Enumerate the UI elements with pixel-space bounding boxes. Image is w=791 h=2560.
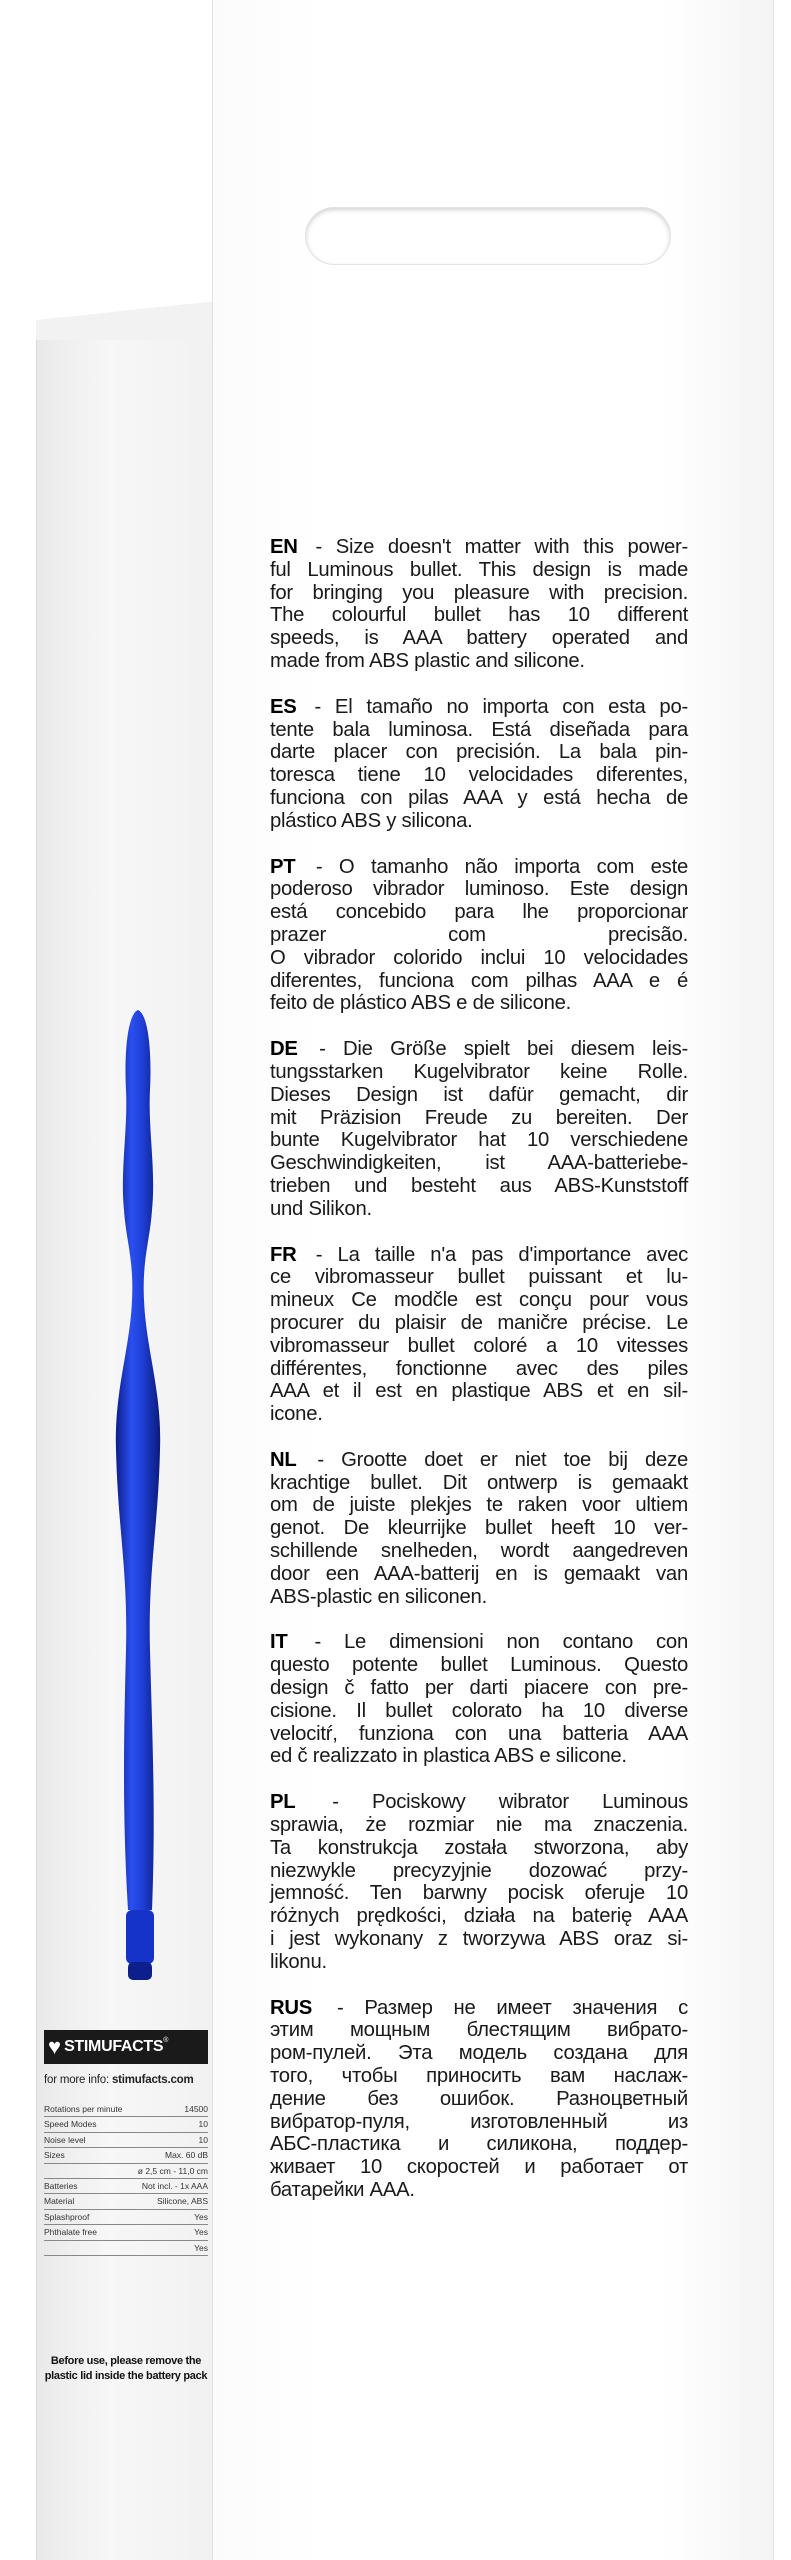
description-text: - La taille n'a pas d'importance avec — [315, 1243, 688, 1266]
brand-name: STIMUFACTS — [64, 2038, 164, 2055]
spec-value: 10 — [198, 2119, 208, 2130]
description-line: The colourful bullet has 10 different — [270, 604, 688, 627]
trademark: ® — [163, 2037, 169, 2044]
product-base — [126, 1910, 154, 1964]
spec-label: Material — [44, 2196, 75, 2207]
description-line — [270, 1038, 688, 1061]
spec-value: 14500 — [184, 2104, 208, 2114]
description-rus — [270, 1997, 688, 2202]
description-line: ABS-plastic en siliconen. — [270, 1585, 487, 1608]
spec-value: Silicone, ABS — [156, 2196, 208, 2207]
bullet-vibrator-image — [52, 1010, 212, 2030]
description-line: krachtige bullet. Dit ontwerp is gemaakt — [270, 1471, 688, 1494]
description-line: tungsstarken Kugelvibrator keine Rolle. — [270, 1060, 688, 1083]
description-line: vibromasseur bullet coloré a 10 vitesses — [270, 1334, 688, 1357]
description-text: - Die Größe spielt bei diesem leis- — [319, 1038, 688, 1061]
description-line: ром-пулей. Эта модель создана для — [270, 2042, 688, 2065]
hang-hole — [306, 208, 670, 264]
description-line: diferentes, funciona com pilhas AAA e é — [270, 969, 688, 992]
description-nl — [270, 1449, 688, 1609]
description-line: door een AAA-batterij en is gemaakt van — [270, 1562, 688, 1585]
description-text: - Size doesn't matter with this power- — [315, 536, 688, 558]
spec-value: Yes — [194, 2242, 208, 2253]
description-line: design č fatto per darti piacere con pre- — [270, 1677, 688, 1700]
description-line: różnych prędkości, działa na baterię AAA — [270, 1905, 688, 1928]
description-line: вибратор-пуля, изготовленный из — [270, 2110, 688, 2133]
description-line: Ta konstrukcja została stworzona, aby — [270, 1836, 688, 1859]
description-text: - Grootte doet er niet toe bij deze — [317, 1448, 688, 1471]
spec-label: Splashproof — [44, 2211, 90, 2222]
spec-label: Noise level — [44, 2134, 86, 2145]
spec-row — [44, 2164, 208, 2179]
spec-row — [44, 2225, 208, 2240]
description-line: Dieses Design ist dafür gemacht, dir — [270, 1083, 688, 1106]
description-line: ed č realizzato in plastica ABS e silicone. — [270, 1745, 627, 1768]
description-line: schillende snelheden, wordt aangedreven — [270, 1540, 688, 1563]
specs-table — [44, 2102, 208, 2256]
description-line: und Silikon. — [270, 1197, 372, 1220]
product-tip — [116, 1010, 160, 1910]
description-line: живает 10 скоростей и работает от — [270, 2156, 688, 2179]
spec-value: Not incl. - 1x AAA — [141, 2180, 208, 2191]
language-code: DE — [270, 1038, 316, 1061]
description-de — [270, 1038, 688, 1220]
description-line — [270, 696, 688, 719]
spec-value: Max. 60 dB — [165, 2150, 208, 2161]
language-code: EN — [270, 536, 312, 558]
description-line: niezwykle precyzyjnie dozować przy- — [270, 1859, 688, 1882]
description-line: genot. De kleurrijke bullet heeft 10 ver- — [270, 1517, 688, 1540]
description-line — [270, 1244, 688, 1267]
battery-notice: Before use, please remove the plastic lid inside the battery pack — [44, 2355, 208, 2382]
description-line: AAA et il est en plastique ABS et en sil- — [270, 1380, 688, 1403]
product-cap — [128, 1962, 152, 1980]
description-line: for bringing you pleasure with precision. — [270, 581, 688, 604]
description-line: likonu. — [270, 1950, 327, 1973]
more-info — [44, 2074, 208, 2086]
spec-row — [44, 2194, 208, 2209]
spec-row — [44, 2210, 208, 2225]
description-line: trieben und besteht aus ABS-Kunststoff — [270, 1174, 688, 1197]
description-line: prazer com precisão. — [270, 923, 688, 946]
description-it — [270, 1631, 688, 1768]
description-line: mineux Ce modčle est conçu pour vous — [270, 1289, 688, 1312]
description-text: - El tamaño no importa con esta po- — [314, 695, 688, 718]
description-es — [270, 696, 688, 833]
description-line — [270, 1791, 688, 1814]
brand-logo — [44, 2030, 208, 2064]
description-line: этим мощным блестящим вибрато- — [270, 2019, 688, 2042]
description-line: questo potente bullet Luminous. Questo — [270, 1654, 688, 1677]
language-code: PT — [270, 855, 312, 878]
description-line: velocitŕ, funziona con una batteria AAA — [270, 1722, 688, 1745]
description-line: батарейки ААА. — [270, 2179, 415, 2201]
spec-value: Yes — [194, 2227, 208, 2238]
description-line: ce vibromasseur bullet puissant et lu- — [270, 1266, 688, 1289]
description-line: darte placer con precisión. La bala pin- — [270, 741, 688, 764]
spec-row — [44, 2148, 208, 2163]
description-line: дение без ошибок. Разноцветный — [270, 2087, 688, 2110]
spec-label: Speed Modes — [44, 2119, 97, 2130]
language-code: IT — [270, 1631, 311, 1654]
description-line: Geschwindigkeiten, ist AAA-batteriebe- — [270, 1152, 688, 1175]
description-column — [270, 536, 688, 2202]
description-text: - Размер не имеет значения с — [336, 1996, 688, 2019]
description-en — [270, 536, 688, 673]
description-line: funciona con pilas AAA y está hecha de — [270, 786, 688, 809]
description-text: - Le dimensioni non contano con — [314, 1631, 688, 1654]
spec-row — [44, 2102, 208, 2117]
spec-value: 10 — [198, 2134, 208, 2145]
spec-label: Batteries — [44, 2180, 78, 2191]
description-line: está concebido para lhe proporcionar — [270, 901, 688, 924]
description-fr — [270, 1244, 688, 1426]
spec-row — [44, 2179, 208, 2194]
description-pt — [270, 856, 688, 1016]
spec-row — [44, 2133, 208, 2148]
spec-row — [44, 2117, 208, 2132]
description-line: om de juiste plekjes te raken voor ultiem — [270, 1494, 688, 1517]
description-line: cisione. Il bullet colorato ha 10 diverse — [270, 1699, 688, 1722]
heart-icon: ♥ — [48, 2034, 62, 2059]
description-line: i jest wykonany z tworzywa ABS oraz si- — [270, 1928, 688, 1951]
more-info-site: stimufacts.com — [111, 2074, 194, 2086]
description-line: procurer du plaisir de maničre précise. Le — [270, 1311, 688, 1334]
more-info-label: for more info: — [44, 2074, 109, 2086]
description-pl — [270, 1791, 688, 1973]
description-line — [270, 1997, 688, 2020]
description-line: O vibrador colorido inclui 10 velocidades — [270, 946, 688, 969]
description-line — [270, 536, 688, 559]
description-line: différentes, fonctionne avec des piles — [270, 1357, 688, 1380]
description-line: icone. — [270, 1403, 323, 1426]
description-line: plástico ABS y silicona. — [270, 809, 473, 832]
spec-label: Phthalate free — [44, 2227, 97, 2238]
description-line: sprawia, że rozmiar nie ma znaczenia. — [270, 1814, 688, 1837]
description-line: того, чтобы приносить вам наслаж- — [270, 2065, 688, 2088]
description-line: feito de plástico ABS e de silicone. — [270, 992, 572, 1015]
description-line: toresca tiene 10 velocidades diferentes, — [270, 764, 688, 787]
language-code: NL — [270, 1448, 314, 1471]
description-line — [270, 1449, 688, 1472]
description-line — [270, 1631, 688, 1654]
description-line: tente bala luminosa. Está diseñada para — [270, 718, 688, 741]
spec-row — [44, 2241, 208, 2256]
language-code: ES — [270, 695, 311, 718]
description-text: - O tamanho não importa com este — [315, 855, 688, 878]
description-text: - Pociskowy wibrator Luminous — [332, 1791, 689, 1814]
description-line — [270, 856, 688, 879]
description-line: ful Luminous bullet. This design is made — [270, 558, 688, 581]
spec-label: Sizes — [44, 2150, 65, 2161]
spec-label: Rotations per minute — [44, 2104, 123, 2114]
spec-value: Yes — [194, 2211, 208, 2222]
spec-value: ø 2,5 cm - 11,0 cm — [137, 2165, 208, 2176]
description-line: poderoso vibrador luminoso. Este design — [270, 878, 688, 901]
language-code: FR — [270, 1243, 312, 1266]
description-line: speeds, is AAA battery operated and — [270, 627, 688, 650]
language-code: RUS — [270, 1996, 333, 2019]
description-line: АБС-пластика и силикона, поддер- — [270, 2133, 688, 2156]
language-code: PL — [270, 1791, 329, 1814]
description-line: made from ABS plastic and silicone. — [270, 649, 585, 672]
description-line: mit Präzision Freude zu bereiten. Der — [270, 1106, 688, 1129]
description-line: jemność. Ten barwny pocisk oferuje 10 — [270, 1882, 688, 1905]
description-line: bunte Kugelvibrator hat 10 verschiedene — [270, 1129, 688, 1152]
